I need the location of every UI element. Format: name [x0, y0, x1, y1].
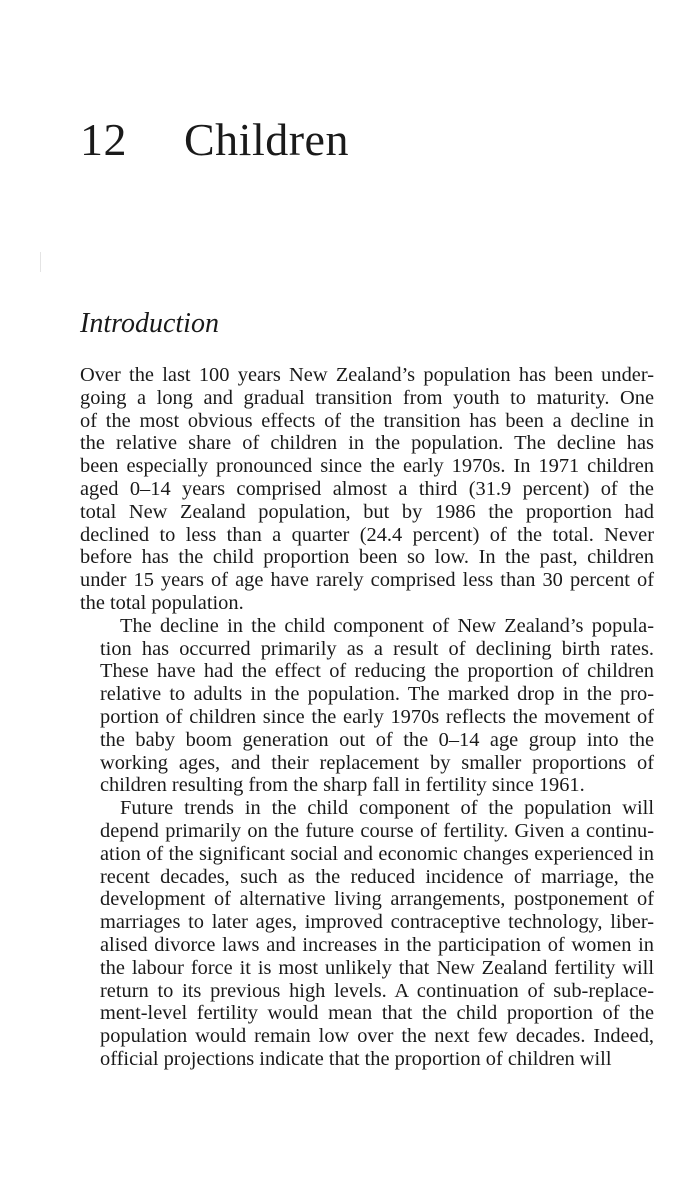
text-line: the baby boom generation out of the 0–14 age group into the — [100, 728, 654, 751]
text-line: relative to adults in the population. The marked drop in the pro- — [100, 683, 654, 706]
body-text — [80, 364, 654, 1071]
text-line: aged 0–14 years comprised almost a third (31.9 percent) of the — [80, 477, 654, 500]
text-line: declined to less than a quarter (24.4 percent) of the total. Never — [80, 523, 654, 546]
text-line: under 15 years of age have rarely comprised less than 30 percent of — [80, 569, 654, 592]
text-line: Future trends in the child component of the population will — [120, 797, 654, 820]
text-line: alised divorce laws and increases in the participation of women in — [100, 933, 654, 956]
section-title: Introduction — [80, 308, 219, 339]
text-line: Over the last 100 years New Zealand’s population has been under- — [80, 364, 654, 386]
text-line: The decline in the child component of New Zealand’s popula- — [120, 614, 654, 637]
chapter-number: 12 — [80, 114, 127, 165]
paragraph — [80, 364, 654, 615]
text-line: ment-level fertility would mean that the child proportion of the — [100, 1002, 654, 1025]
text-line: total New Zealand population, but by 1986 the proportion had — [80, 500, 654, 523]
text-line: the relative share of children in the population. The decline has — [80, 432, 654, 455]
text-line: depend primarily on the future course of fertility. Given a continu- — [100, 819, 654, 842]
text-line: the labour force it is most unlikely that New Zealand fertility will — [100, 956, 654, 979]
text-line: official projections indicate that the proportion of children will — [100, 1047, 612, 1070]
text-line: marriages to later ages, improved contraceptive technology, liber- — [100, 911, 654, 934]
text-line: ation of the significant social and economic changes experienced in — [100, 842, 654, 865]
text-line: These have had the effect of reducing the proportion of children — [100, 660, 654, 683]
text-line: tion has occurred primarily as a result of declining birth rates. — [100, 637, 654, 660]
paragraph — [80, 797, 654, 1071]
text-line: been especially pronounced since the early 1970s. In 1971 children — [80, 455, 654, 478]
text-line: of the most obvious effects of the transition has been a decline in — [80, 409, 654, 432]
text-line: portion of children since the early 1970s reflects the movement of — [100, 705, 654, 728]
text-line: population would remain low over the next few decades. Indeed, — [100, 1025, 654, 1048]
text-line: before has the child proportion been so low. In the past, children — [80, 546, 654, 569]
chapter-heading — [80, 110, 349, 170]
text-line: working ages, and their replacement by smaller proportions of — [100, 751, 654, 774]
chapter-title: Children — [184, 114, 349, 165]
text-line: children resulting from the sharp fall in fertility since 1961. — [100, 774, 585, 797]
text-line: return to its previous high levels. A continuation of sub-replace- — [100, 979, 654, 1002]
text-line: development of alternative living arrangements, postponement of — [100, 888, 654, 911]
text-line: recent decades, such as the reduced incidence of marriage, the — [100, 865, 654, 888]
text-line: going a long and gradual transition from youth to maturity. One — [80, 386, 654, 409]
text-line: the total population. — [80, 591, 244, 614]
margin-mark — [40, 252, 41, 272]
paragraph — [80, 615, 654, 797]
